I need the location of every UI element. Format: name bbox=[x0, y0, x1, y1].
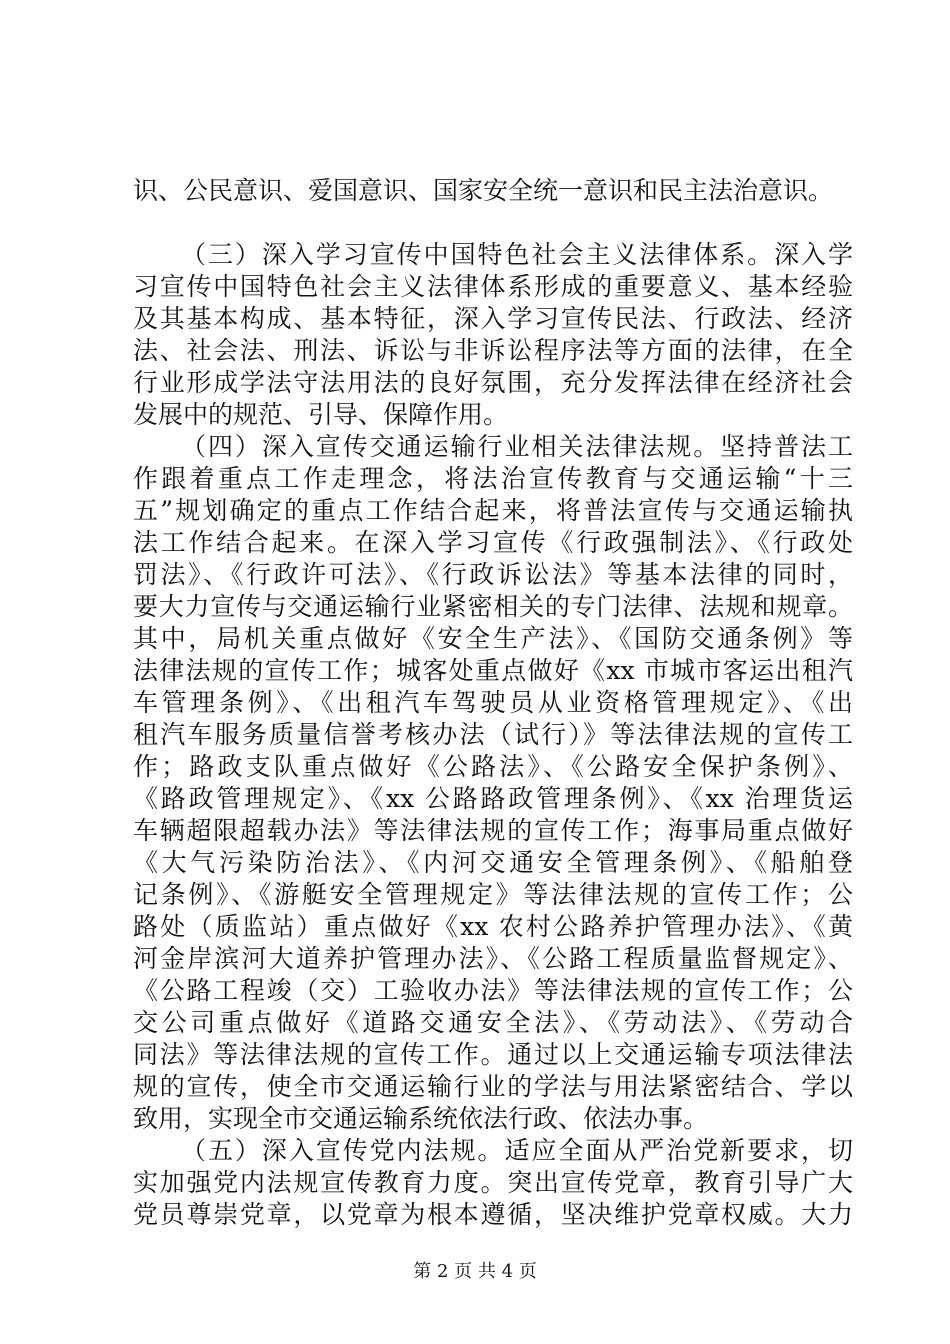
paragraph-2-line-5: 行业形成学法守法用法的良好氛围，充分发挥法律在经济社会 bbox=[133, 368, 853, 397]
paragraph-2-line-3: 及其基本构成、基本特征，深入学习宣传民法、行政法、经济 bbox=[133, 304, 853, 333]
paragraph-3-line-18: 《公路工程竣（交）工验收办法》等法律法规的宣传工作；公 bbox=[133, 976, 853, 1005]
paragraph-3-line-12: 《路政管理规定》、《xx 公路路政管理条例》、《xx 治理货运 bbox=[133, 784, 853, 813]
paragraph-3-line-8: 法律法规的宣传工作；城客处重点做好《xx 市城市客运出租汽 bbox=[133, 656, 853, 685]
paragraph-3-line-13: 车辆超限超载办法》等法律法规的宣传工作；海事局重点做好 bbox=[133, 816, 853, 845]
paragraph-2-line-2: 习宣传中国特色社会主义法律体系形成的重要意义、基本经验 bbox=[133, 272, 853, 301]
paragraph-3-line-11: 作；路政支队重点做好《公路法》、《公路安全保护条例》、 bbox=[133, 752, 853, 781]
paragraph-3-line-6: 要大力宣传与交通运输行业紧密相关的专门法律、法规和规章。 bbox=[133, 592, 853, 621]
paragraph-4-line-1: （五）深入宣传党内法规。适应全面从严治党新要求，切 bbox=[181, 1136, 853, 1165]
paragraph-2-line-4: 法、社会法、刑法、诉讼与非诉讼程序法等方面的法律，在全 bbox=[133, 336, 853, 365]
page-number-footer: 第 2 页 共 4 页 bbox=[413, 1261, 537, 1282]
paragraph-3-line-14: 《大气污染防治法》、《内河交通安全管理条例》、《船舶登 bbox=[133, 848, 853, 877]
paragraph-3-line-7: 其中，局机关重点做好《安全生产法》、《国防交通条例》等 bbox=[133, 624, 853, 653]
paragraph-3-line-5: 罚法》、《行政许可法》、《行政诉讼法》等基本法律的同时， bbox=[133, 560, 853, 589]
paragraph-3-line-4: 法工作结合起来。在深入学习宣传《行政强制法》、《行政处 bbox=[133, 528, 853, 557]
paragraph-3-line-19: 交公司重点做好《道路交通安全法》、《劳动法》、《劳动合 bbox=[133, 1008, 853, 1037]
paragraph-3-line-2: 作跟着重点工作走理念，将法治宣传教育与交通运输“十三 bbox=[133, 464, 853, 493]
paragraph-3-line-16: 路处（质监站）重点做好《xx 农村公路养护管理办法》、《黄 bbox=[133, 912, 853, 941]
paragraph-3-line-3: 五”规划确定的重点工作结合起来，将普法宣传与交通运输执 bbox=[133, 496, 853, 525]
paragraph-3-line-20: 同法》等法律法规的宣传工作。通过以上交通运输专项法律法 bbox=[133, 1040, 853, 1069]
paragraph-2-line-6: 发展中的规范、引导、保障作用。 bbox=[133, 400, 509, 429]
paragraph-4-line-2: 实加强党内法规宣传教育力度。突出宣传党章，教育引导广大 bbox=[133, 1168, 853, 1197]
paragraph-3-line-1: （四）深入宣传交通运输行业相关法律法规。坚持普法工 bbox=[181, 432, 853, 461]
paragraph-3-line-17: 河金岸滨河大道养护管理办法》、《公路工程质量监督规定》、 bbox=[133, 944, 853, 973]
paragraph-3-line-22: 致用，实现全市交通运输系统依法行政、依法办事。 bbox=[133, 1104, 709, 1133]
paragraph-3-line-15: 记条例》、《游艇安全管理规定》等法律法规的宣传工作；公 bbox=[133, 880, 853, 909]
paragraph-4-line-3: 党员尊崇党章，以党章为根本遵循，坚决维护党章权威。大力 bbox=[133, 1200, 853, 1229]
paragraph-3-line-10: 租汽车服务质量信誉考核办法（试行）》等法律法规的宣传工 bbox=[133, 720, 853, 749]
paragraph-3-line-9: 车管理条例》、《出租汽车驾驶员从业资格管理规定》、《出 bbox=[133, 688, 853, 717]
paragraph-1-line-1: 识、公民意识、爱国意识、国家安全统一意识和民主法治意识。 bbox=[133, 176, 834, 205]
paragraph-3-line-21: 规的宣传，使全市交通运输行业的学法与用法紧密结合、学以 bbox=[133, 1072, 853, 1101]
paragraph-2-line-1: （三）深入学习宣传中国特色社会主义法律体系。深入学 bbox=[181, 240, 853, 269]
